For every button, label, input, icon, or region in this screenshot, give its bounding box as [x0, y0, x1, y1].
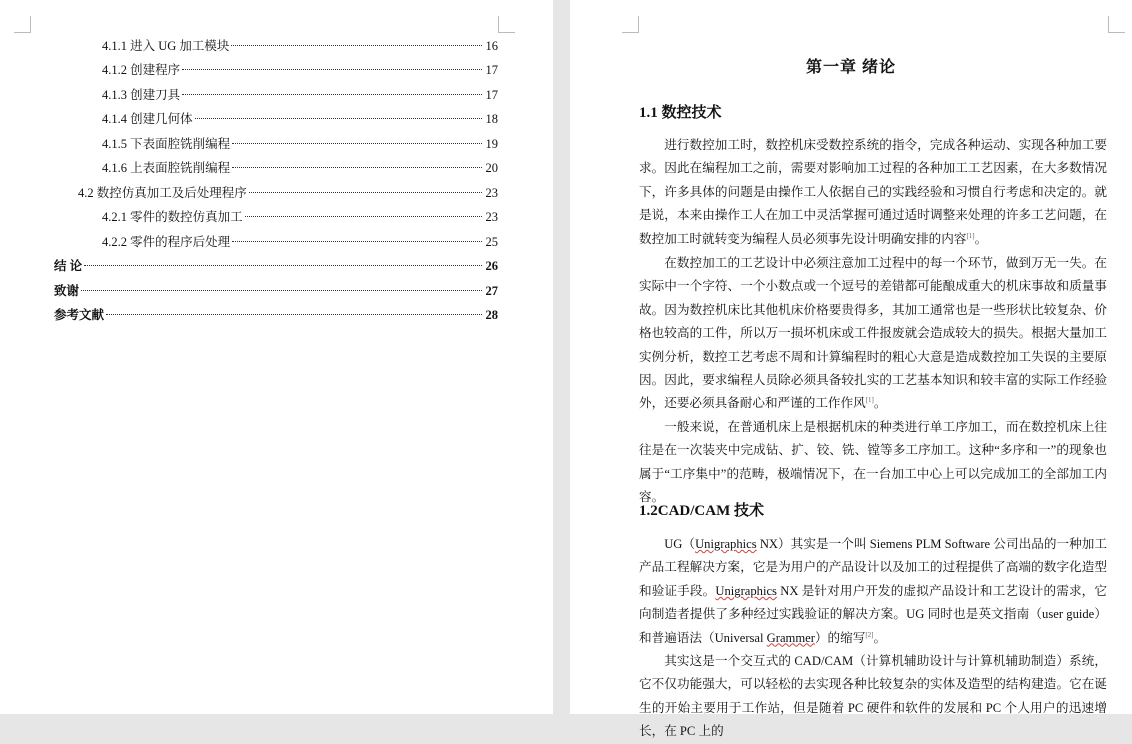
toc-entry-page: 20 [485, 161, 498, 176]
corner-mark [622, 16, 639, 33]
toc-leader-dots [182, 69, 482, 70]
toc-leader-dots [232, 241, 482, 242]
toc-leader-dots [182, 94, 482, 95]
toc-leader-dots [232, 143, 482, 144]
toc-entry[interactable] [0, 58, 553, 82]
corner-mark [498, 16, 515, 33]
toc-entry-page: 23 [485, 185, 498, 200]
toc-entry-title: 4.1.6 上表面腔铣削编程 [102, 161, 231, 176]
toc-entry-title: 4.1.4 创建几何体 [102, 112, 193, 127]
paragraph: 在数控加工的工艺设计中必须注意加工过程中的每一个环节，做到万无一失。在实际中一个字符、一个小数点或一个逗号的差错都可能酿成重大的机床事故和质量事故。因为数控机床比其他机床价格要贵得多，其加工通常也是一些形状比较复杂、价格也较高的工件，所以万一损坏机床或工件报废就会造成较大的损失。根据大量加工实例分析，数控工艺考虑不周和计算编程时的粗心大意是造成数控加工失误的主要原因。因此，要求编程人员除必须具备较扎实的工艺基本知识和较丰富的实际工作经验外，还要必须具备耐心和严谨的工作作风[1]。 [639, 256, 1107, 411]
paragraph: 进行数控加工时，数控机床受数控系统的指令，完成各种运动、实现各种加工要求。因此在编程加工之前，需要对影响加工过程的各种加工工艺因素，在大多数情况下，许多具体的问题是由操作工人依据自己的实践经验和习惯自行考虑和决定的。就是说，本来由操作工人在加工中灵活掌握可通过适时调整来处理的许多工艺问题，在数控加工时就转变为编程人员必须事先设计明确安排的内容[1]。 [639, 138, 1107, 246]
toc-entry-page: 17 [485, 87, 498, 102]
toc-entry-page: 25 [485, 234, 498, 249]
toc-entry[interactable] [0, 254, 553, 278]
paragraph: 其实这是一个交互式的 CAD/CAM（计算机辅助设计与计算机辅助制造）系统，它不仅功能强大，可以轻松的去实现各种比较复杂的实体及造型的结构建造。它在诞生的开始主要用于工作站，但是随着 PC 硬件和软件的发展和 PC 个人用户的迅速增长，在 PC 上的 [639, 654, 1107, 739]
toc-entry-page: 19 [485, 136, 498, 151]
paragraph: 一般来说，在普通机床上是根据机床的种类进行单工序加工，而在数控机床上往往是在一次装夹中完成钻、扩、铰、铣、镗等多工序加工。这种“多序和一”的现象也属于“工序集中”的范畴，极端情况下，在一台加工中心上可以完成加工的全部加工内容。 [639, 420, 1107, 505]
toc-leader-dots [84, 265, 482, 266]
toc-entry-title: 4.1.2 创建程序 [102, 63, 181, 78]
toc-entry[interactable] [0, 230, 553, 254]
toc-leader-dots [106, 314, 482, 315]
chapter-page [570, 0, 1132, 739]
toc-entry-page: 17 [485, 63, 498, 78]
toc-entry[interactable] [0, 107, 553, 131]
toc-entry-title: 致谢 [54, 283, 80, 298]
toc-entry-title: 4.1.1 进入 UG 加工模块 [102, 39, 230, 53]
corner-mark [14, 16, 31, 33]
toc-page [0, 0, 553, 714]
toc-entry-page: 23 [485, 210, 498, 225]
toc-entry-title: 4.2.2 零件的程序后处理 [102, 234, 231, 249]
toc-entry[interactable] [0, 156, 553, 180]
toc-entry-title: 4.2 数控仿真加工及后处理程序 [78, 185, 247, 200]
toc-entry-title: 4.2.1 零件的数控仿真加工 [102, 210, 243, 225]
section-heading-1-2: 1.2CAD/CAM 技术 [639, 503, 764, 519]
section-heading-1-1: 1.1 数控技术 [639, 105, 722, 121]
toc-entry[interactable] [0, 181, 553, 205]
toc-leader-dots [195, 118, 482, 119]
toc-leader-dots [245, 216, 482, 217]
chapter-title: 第一章 绪论 [805, 59, 896, 76]
toc-leader-dots [249, 192, 482, 193]
toc-entry-title: 参考文献 [54, 307, 105, 322]
paragraph: UG（Unigraphics NX）其实是一个叫 Siemens PLM Software 公司出品的一种加工产品工程解决方案，它是为用户的产品设计以及加工的过程提供了高端的数字化造型和验证手段。Unigraphics NX 是针对用户开发的虚拟产品设计和工艺设计的需求，它向制造者提供了多种经过实践验证的解决方案。UG 同时也是英文指南（user guide）和普遍语法（Universal Grammer）的缩写[2]。 [639, 537, 1108, 645]
toc-leader-dots [232, 167, 482, 168]
toc-entry-page: 27 [485, 283, 498, 298]
toc-entry-title: 4.1.5 下表面腔铣削编程 [102, 136, 231, 151]
corner-mark [1108, 16, 1125, 33]
toc-entry[interactable] [0, 303, 553, 327]
toc-leader-dots [231, 45, 482, 46]
toc-entry-page: 16 [485, 39, 498, 53]
toc-entry-page: 28 [485, 307, 498, 322]
toc-entry-page: 18 [485, 112, 498, 127]
toc-entry[interactable] [0, 132, 553, 156]
toc-entry[interactable] [0, 279, 553, 303]
toc-entry[interactable] [0, 83, 553, 107]
toc-entry-title: 结 论 [54, 259, 83, 274]
toc-leader-dots [81, 290, 482, 291]
toc-entry-page: 26 [485, 259, 498, 274]
toc-entry[interactable] [0, 205, 553, 229]
toc-entry-title: 4.1.3 创建刀具 [102, 87, 181, 102]
toc-entry[interactable] [0, 34, 553, 58]
